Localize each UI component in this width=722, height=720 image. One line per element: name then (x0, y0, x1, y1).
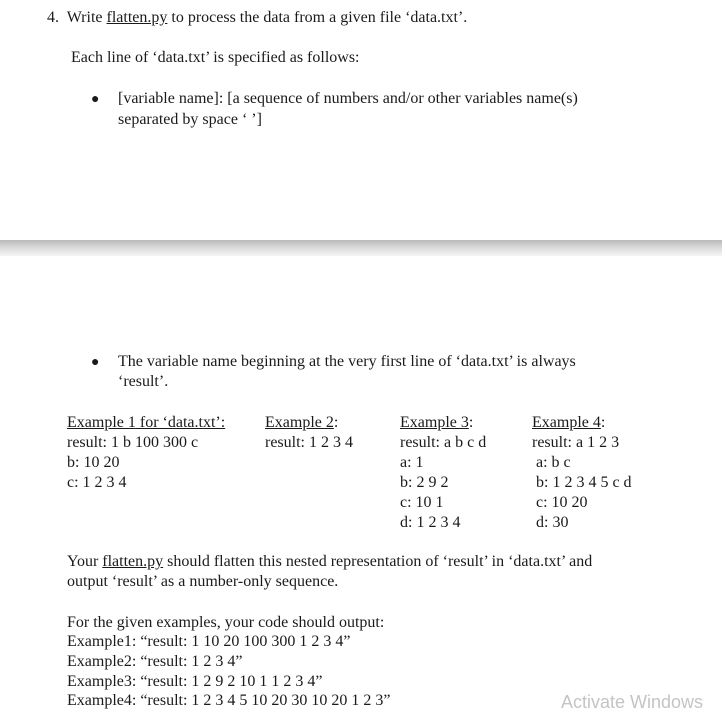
example4-line: result: a 1 2 3 (532, 434, 620, 451)
spec-intro: Each line of ‘data.txt’ is specified as follows: (71, 49, 360, 66)
question-heading (47, 9, 467, 27)
example3-line: c: 10 1 (400, 494, 444, 511)
document-page-top (0, 0, 722, 240)
task-line1: Your flatten.py should flatten this nested representation of ‘result’ in ‘data.txt’ and (67, 553, 593, 570)
page-separator (0, 240, 722, 256)
output-intro: For the given examples, your code should output: (67, 614, 385, 631)
example4-line: a: b c (536, 454, 571, 471)
bullet1-line1: [variable name]: [a sequence of numbers and/or other variables name(s) (118, 90, 578, 107)
task-line2: output ‘result’ as a number-only sequence. (67, 573, 339, 590)
bullet-dot-icon: ● (91, 92, 100, 107)
question-prompt-suffix: to process the data from a given file ‘data.txt’. (167, 9, 468, 26)
example3-line: a: 1 (400, 454, 424, 471)
example3-line: d: 1 2 3 4 (400, 514, 461, 531)
question-prompt-prefix: Write (66, 9, 107, 26)
output-line: Example3: “result: 1 2 9 2 10 1 1 2 3 4” (67, 673, 323, 690)
example2-line: result: 1 2 3 4 (265, 434, 353, 451)
bullet1-line2: separated by space ‘ ’] (118, 111, 262, 128)
example4-line: d: 30 (536, 514, 569, 531)
example1-title: Example 1 for ‘data.txt’: (67, 414, 226, 431)
output-line: Example2: “result: 1 2 3 4” (67, 653, 243, 670)
example4-line: c: 10 20 (536, 494, 588, 511)
example1-line: result: 1 b 100 300 c (67, 434, 199, 451)
example3-title: Example 3: (400, 414, 474, 431)
flatten-py-link: flatten.py (102, 553, 164, 570)
example3-line: b: 2 9 2 (400, 474, 449, 491)
bullet2-line2: ‘result’. (118, 373, 169, 390)
example2-title: Example 2: (265, 414, 339, 431)
example1-line: c: 1 2 3 4 (67, 474, 127, 491)
example3-line: result: a b c d (400, 434, 487, 451)
question-number: 4. (47, 9, 59, 26)
example4-title: Example 4: (532, 414, 606, 431)
flatten-py-link: flatten.py (106, 9, 168, 26)
bullet2-line1: The variable name beginning at the very first line of ‘data.txt’ is always (118, 353, 576, 370)
output-line: Example4: “result: 1 2 3 4 5 10 20 30 10 20 1 2 3” (67, 692, 391, 709)
bullet-dot-icon: ● (91, 355, 100, 370)
example1-line: b: 10 20 (67, 454, 120, 471)
example4-line: b: 1 2 3 4 5 c d (536, 474, 632, 491)
output-line: Example1: “result: 1 10 20 100 300 1 2 3 4” (67, 633, 351, 650)
activate-windows-watermark: Activate Windows (561, 692, 704, 712)
